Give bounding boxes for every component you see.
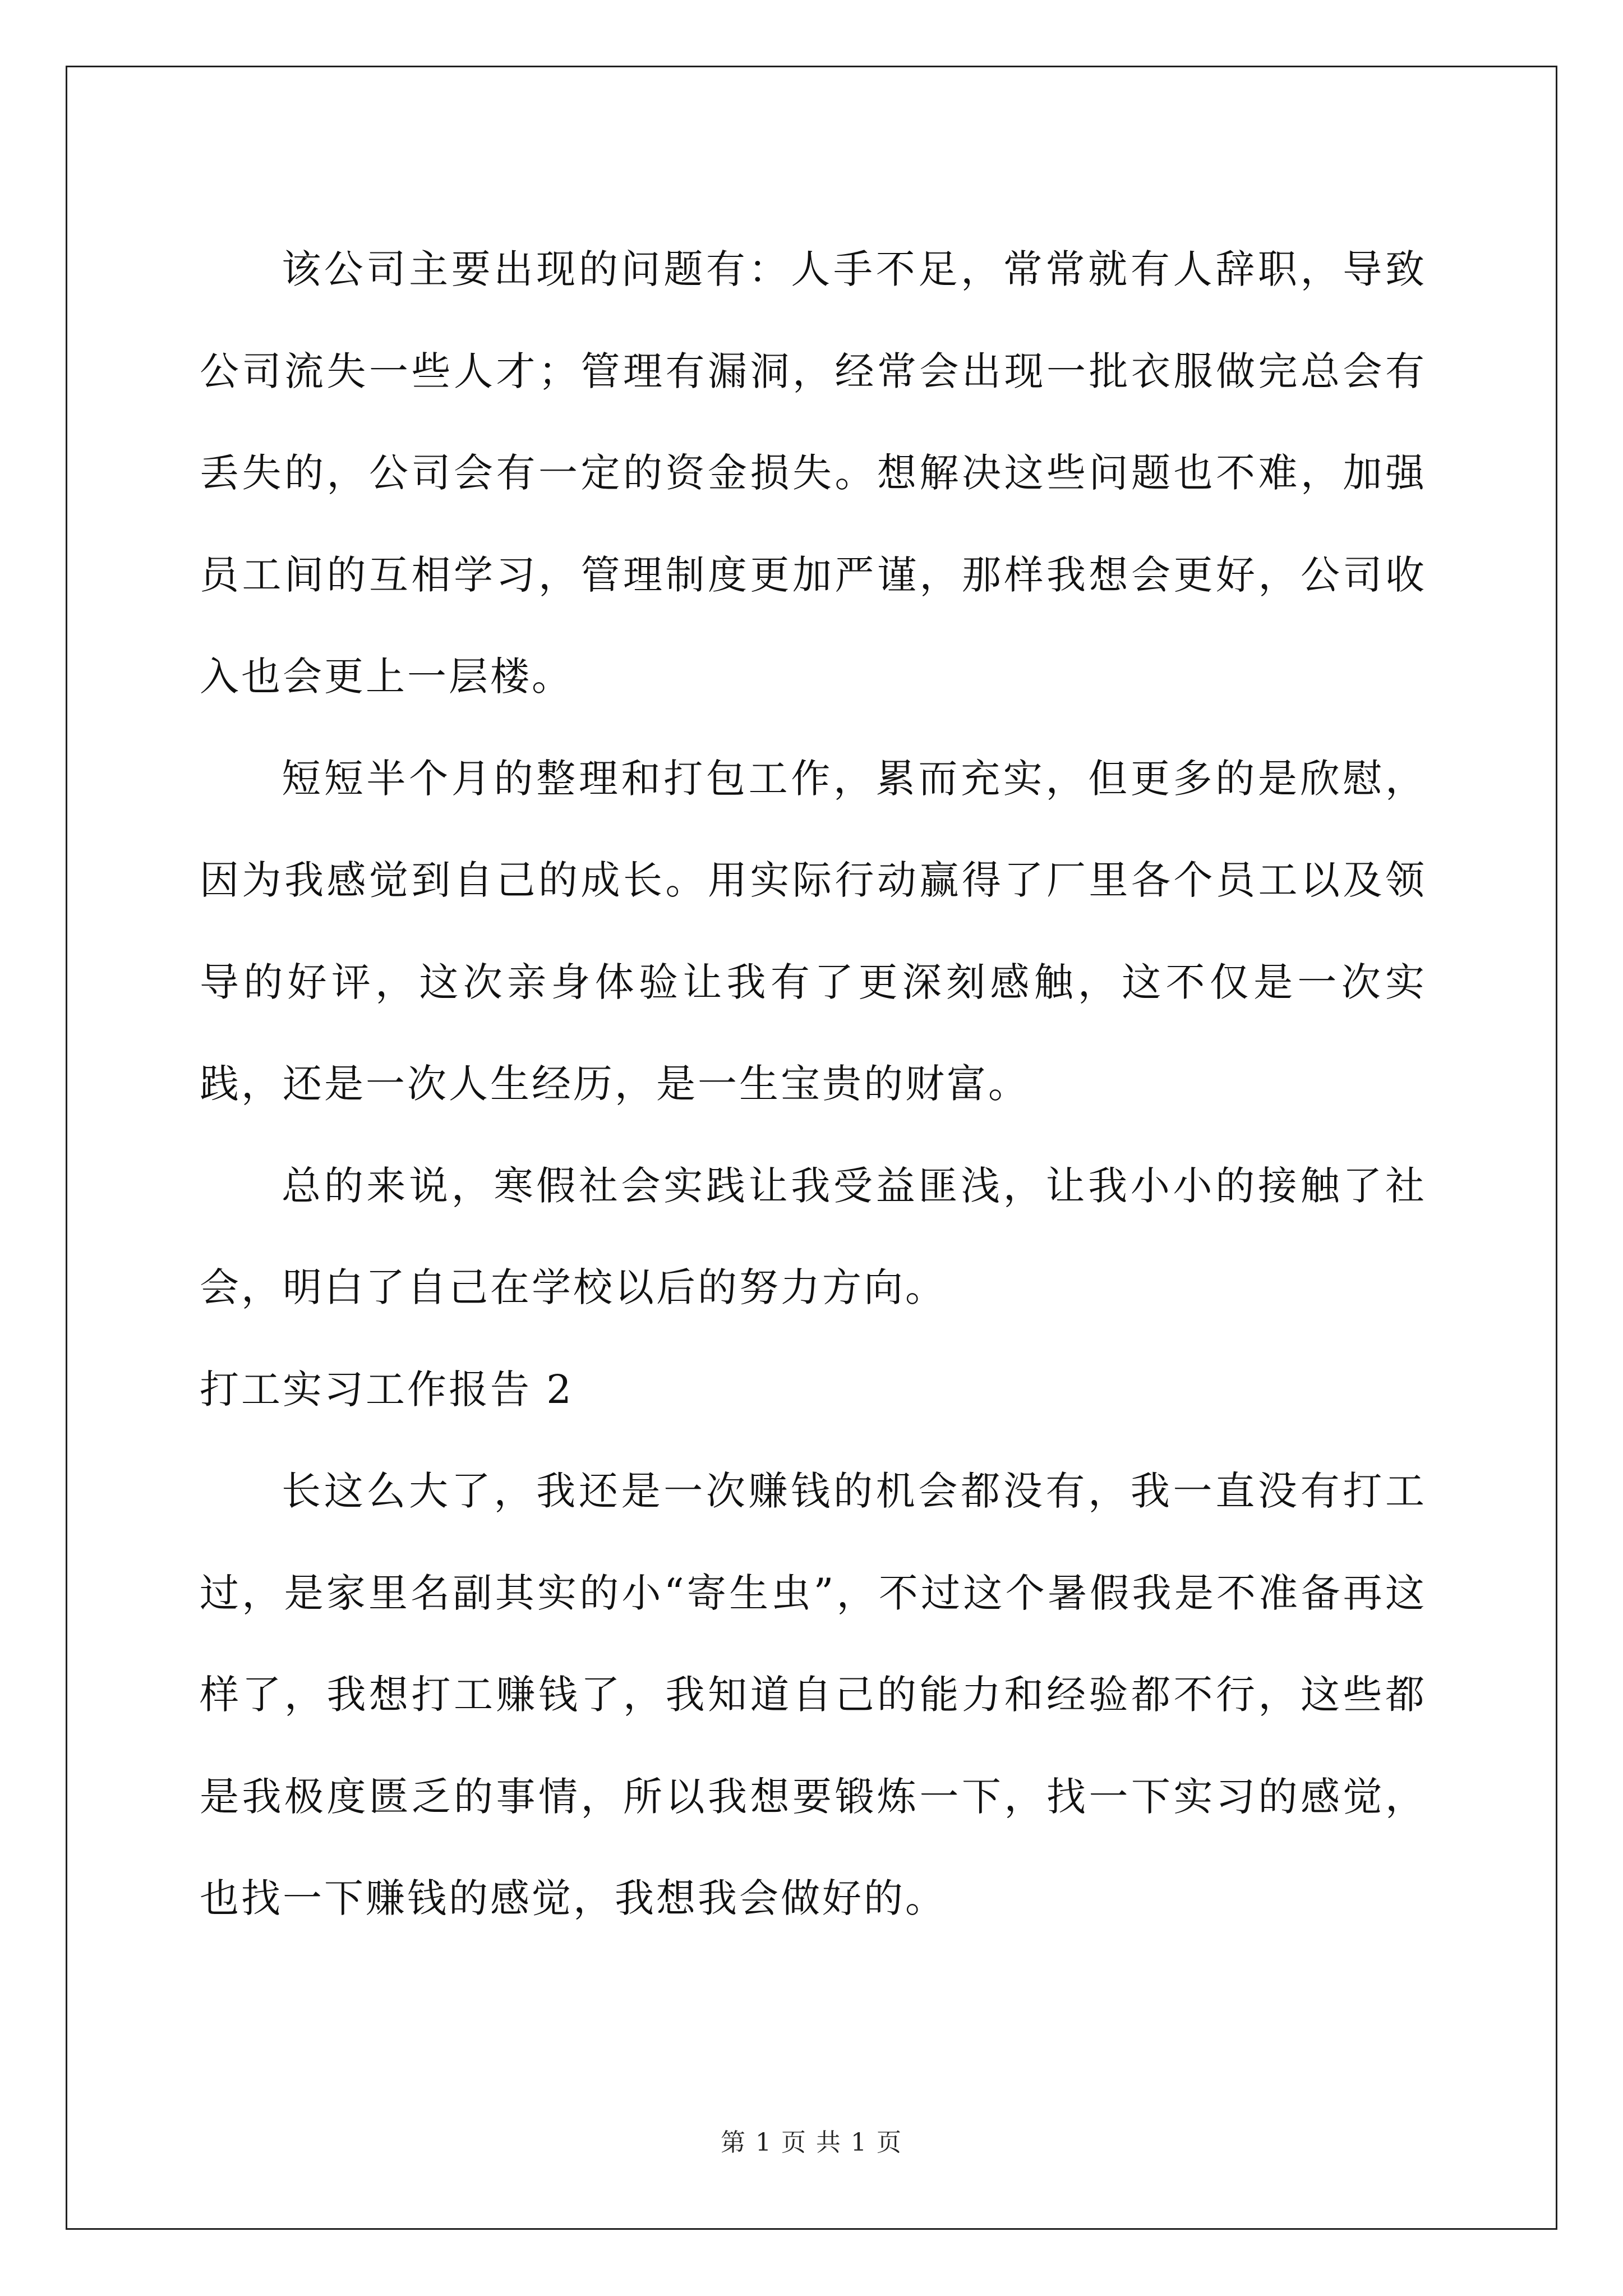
page-footer: 第 1 页 共 1 页	[721, 2128, 902, 2157]
paragraph-work-reflection: 短短半个月的整理和打包工作，累而充实，但更多的是欣慰，因为我感觉到自己的成长。用实际行动赢得了厂里各个员工以及领导的好评，这次亲身体验让我有了更深刻感触，这不仅是一次实践，还是一次人生经历，是一生宝贵的财富。	[200, 755, 1427, 1107]
paragraph-summary: 总的来说，寒假社会实践让我受益匪浅，让我小小的接触了社会，明白了自己在学校以后的努力方向。	[200, 1162, 1427, 1310]
document-body	[200, 219, 1427, 1950]
paragraph-company-problems: 该公司主要出现的问题有：人手不足，常常就有人辞职，导致公司流失一些人才；管理有漏洞，经常会出现一批衣服做完总会有丢失的，公司会有一定的资金损失。想解决这些问题也不难，加强员工间的互相学习，管理制度更加严谨，那样我想会更好，公司收入也会更上一层楼。	[200, 246, 1427, 700]
section-heading: 打工实习工作报告 2	[200, 1366, 574, 1412]
paragraph-intro-report-2: 长这么大了，我还是一次赚钱的机会都没有，我一直没有打工过，是家里名副其实的小“寄生虫”，不过这个暑假我是不准备再这样了，我想打工赚钱了，我知道自己的能力和经验都不行，这些都是我极度匮乏的事情，所以我想要锻炼一下，找一下实习的感觉，也找一下赚钱的感觉，我想我会做好的。	[200, 1468, 1427, 1921]
